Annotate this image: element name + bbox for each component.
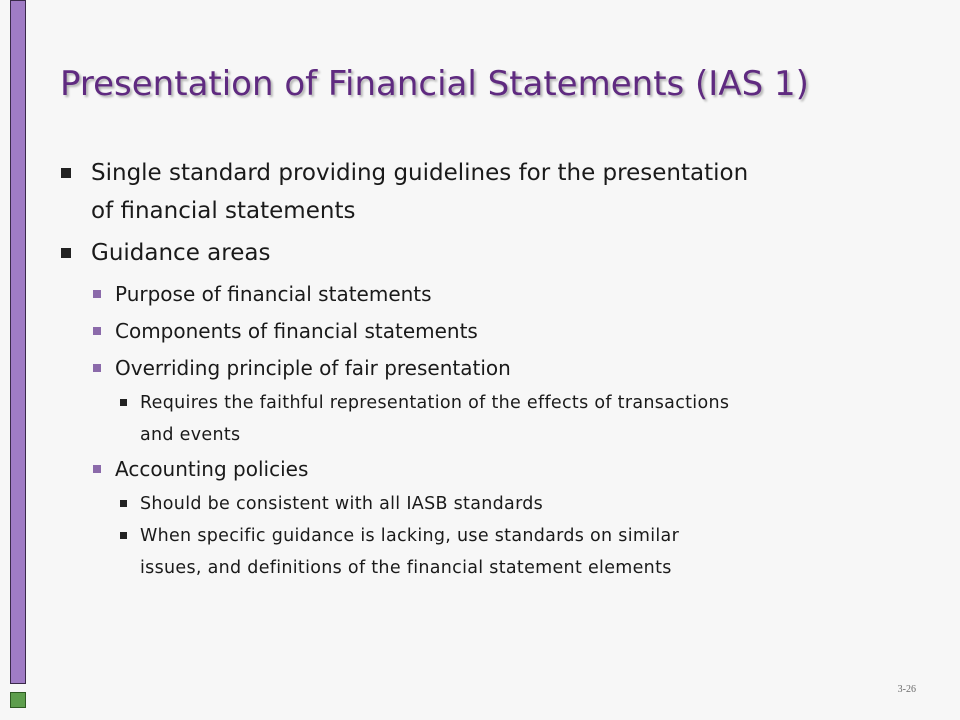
detail-bullet-item [58, 520, 898, 584]
slide-title: Presentation of Financial Statements (IAS 1) [60, 64, 809, 104]
bullet-text-line: Single standard providing guidelines for the presentation [91, 160, 749, 186]
detail-bullet-item [58, 387, 898, 451]
square-bullet-icon [61, 168, 71, 178]
square-bullet-icon [93, 465, 101, 473]
sub-bullet-text: Overriding principle of fair presentation [115, 356, 511, 380]
square-bullet-icon [93, 364, 101, 372]
detail-bullet-text-line: issues, and definitions of the financial statement elements [140, 558, 672, 578]
detail-bullet-text-line: and events [140, 425, 241, 445]
square-bullet-icon [61, 248, 71, 258]
sub-bullet-text: Components of financial statements [115, 319, 478, 343]
sub-bullet-item [58, 451, 898, 488]
sub-bullet-item [58, 313, 898, 350]
sub-bullet-item [58, 276, 898, 313]
bottom-left-square [10, 692, 26, 708]
square-bullet-icon [93, 290, 101, 298]
square-bullet-icon [120, 532, 127, 539]
page-number: 3-26 [897, 684, 916, 695]
bullet-item [58, 234, 898, 272]
detail-bullet-item [58, 488, 898, 520]
square-bullet-icon [93, 327, 101, 335]
bullet-list [58, 154, 898, 584]
detail-bullet-text-line: Requires the faithful representation of the effects of transactions [140, 393, 730, 413]
detail-bullet-text: Should be consistent with all IASB standards [140, 494, 544, 514]
bullet-text: Guidance areas [91, 240, 271, 266]
sub-bullet-text: Purpose of financial statements [115, 282, 432, 306]
bullet-text-line: of financial statements [91, 198, 356, 224]
sub-bullet-item [58, 350, 898, 387]
square-bullet-icon [120, 500, 127, 507]
detail-bullet-text-line: When specific guidance is lacking, use standards on similar [140, 526, 680, 546]
left-accent-bar [10, 0, 26, 684]
sub-bullet-text: Accounting policies [115, 457, 309, 481]
bullet-item [58, 154, 898, 230]
square-bullet-icon [120, 399, 127, 406]
